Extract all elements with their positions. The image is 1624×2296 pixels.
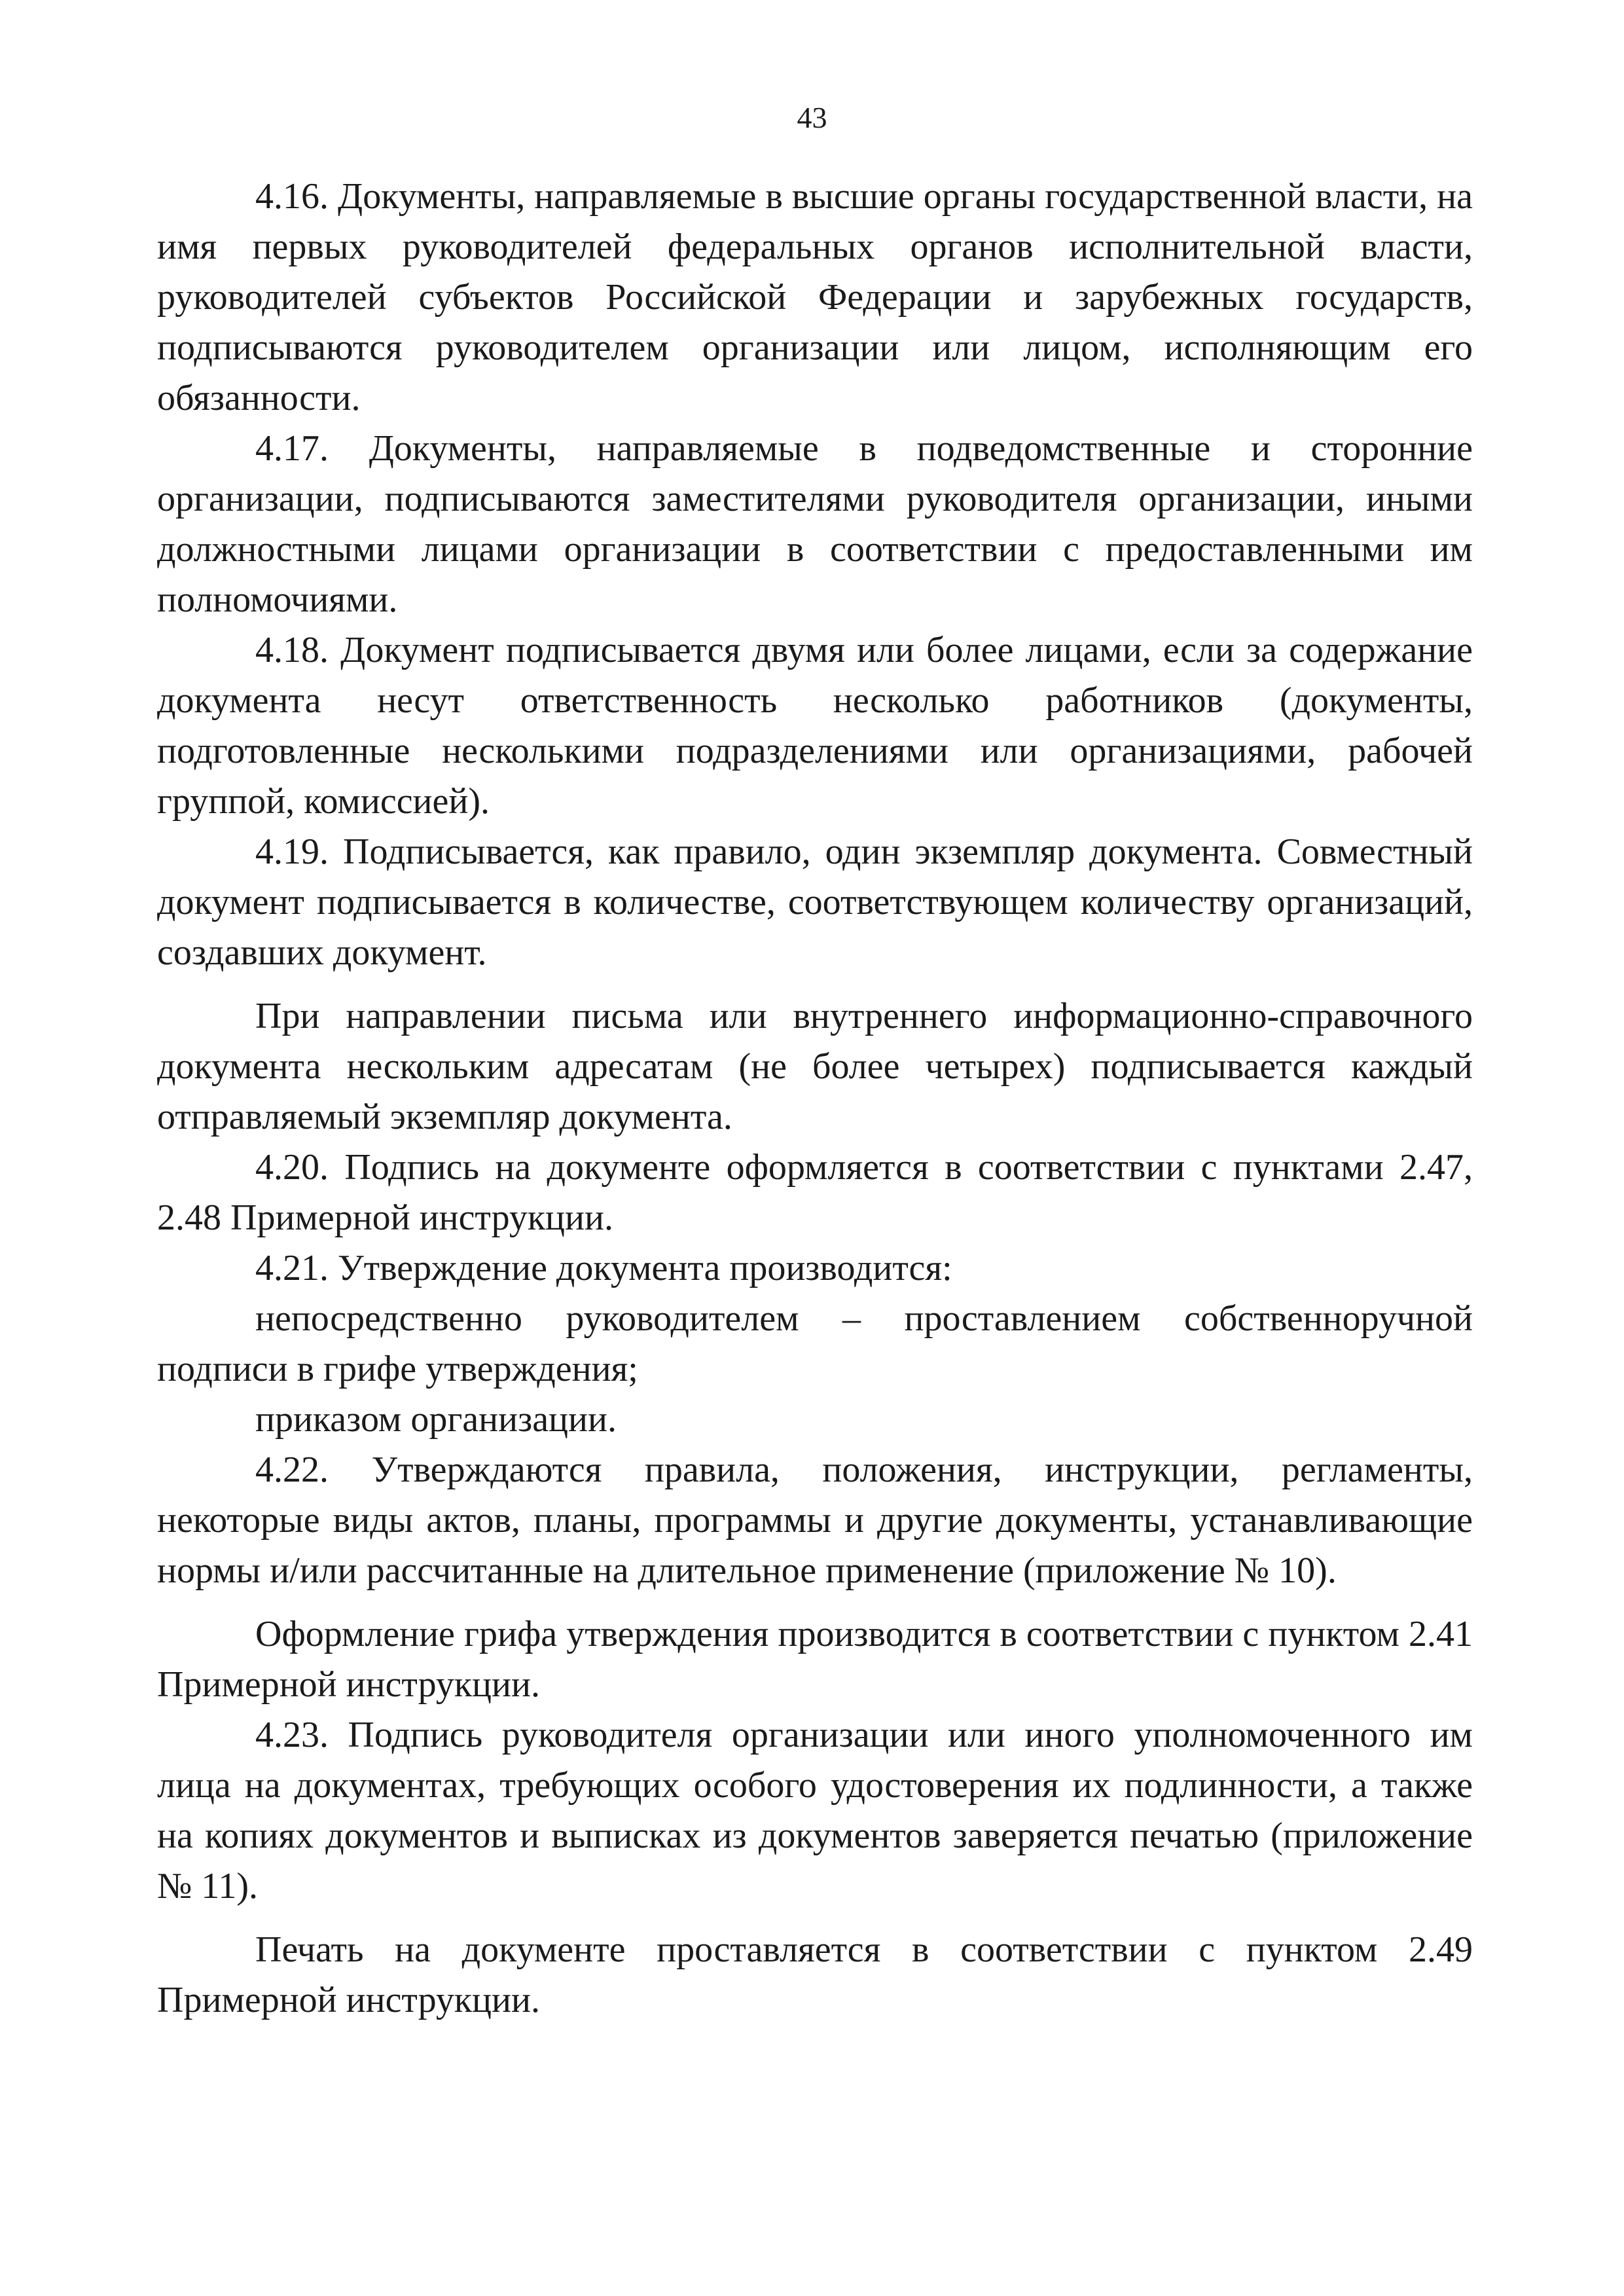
- paragraph-4-19: 4.19. Подписывается, как правило, один экземпляр документа. Совместный документ подписывается в количестве, соответствующем количеству организаций, создавших документ.: [157, 831, 1473, 973]
- paragraph-4-18: 4.18. Документ подписывается двумя или более лицами, если за содержание документа несут ответственность несколько работников (документы, подготовленные несколькими подразделениями или организациями, рабочей группой, комиссией).: [157, 630, 1473, 822]
- paragraph-4-19-continued: При направлении письма или внутреннего информационно-справочного документа нескольким адресатам (не более четырех) подписывается каждый отправляемый экземпляр документа.: [157, 996, 1473, 1137]
- paragraph-4-23: 4.23. Подпись руководителя организации или иного уполномоченного им лица на документах, требующих особого удостоверения их подлинности, а также на копиях документов и выписках из документов заверяется печатью (приложение № 11).: [157, 1715, 1473, 1906]
- paragraph-4-17: 4.17. Документы, направляемые в подведомственные и сторонние организации, подписываются заместителями руководителя организации, иными должностными лицами организации в соответствии с предоставленными им полномочиями.: [157, 428, 1473, 620]
- paragraph-4-16: 4.16. Документы, направляемые в высшие органы государственной власти, на имя первых руководителей федеральных органов исполнительной власти, руководителей субъектов Российской Федерации и зарубежных государств, подписываются руководителем организации или лицом, исполняющим его обязанности.: [157, 176, 1473, 418]
- paragraph-4-20: 4.20. Подпись на документе оформляется в соответствии с пунктами 2.47, 2.48 Примерной инструкции.: [157, 1147, 1473, 1238]
- paragraph-4-22: 4.22. Утверждаются правила, положения, инструкции, регламенты, некоторые виды актов, планы, программы и другие документы, устанавливающие нормы и/или рассчитанные на длительное применение (приложение № 10).: [157, 1449, 1473, 1591]
- paragraph-4-21-item-1: непосредственно руководителем – проставлением собственноручной подписи в грифе утверждения;: [157, 1298, 1473, 1389]
- paragraph-4-23-continued: Печать на документе проставляется в соответствии с пунктом 2.49 Примерной инструкции.: [157, 1929, 1473, 2020]
- paragraph-4-21: 4.21. Утверждение документа производится:: [255, 1248, 952, 1288]
- page-number: 43: [797, 101, 827, 134]
- paragraph-4-21-item-2: приказом организации.: [255, 1399, 617, 1440]
- paragraph-4-22-continued: Оформление грифа утверждения производится в соответствии с пунктом 2.41 Примерной инструкции.: [157, 1614, 1473, 1705]
- document-body: [157, 172, 1473, 2026]
